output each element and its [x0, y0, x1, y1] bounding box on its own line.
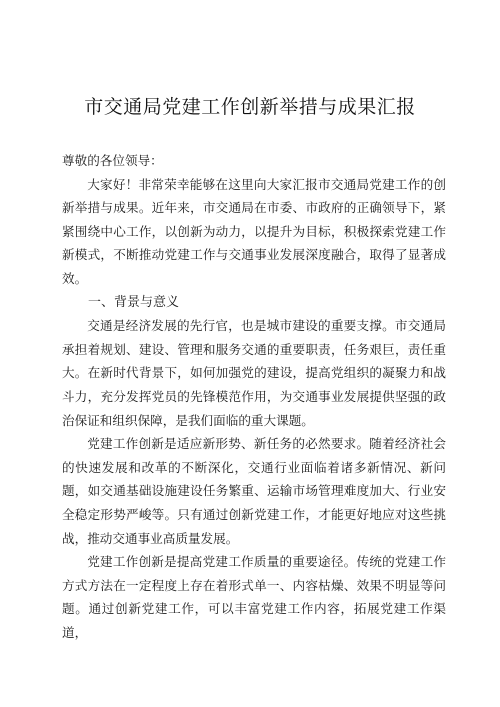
- document-body: [62, 149, 446, 644]
- paragraph-traffic-role: 交通是经济发展的先行官，也是城市建设的重要支撑。市交通局承担着规划、建设、管理和服务交通的重要职责，任务艰巨，责任重大。在新时代背景下，如何加强党的建设，提高党组织的凝聚力和战斗力，充分发挥党员的先锋模范作用，为交通事业发展提供坚强的政治保证和组织保障，是我们面临的重大课题。: [62, 318, 446, 428]
- document-title: 市交通局党建工作创新举措与成果汇报: [84, 96, 416, 118]
- intro-paragraph: 大家好！非常荣幸能够在这里向大家汇报市交通局党建工作的创新举措与成果。近年来，市交通局在市委、市政府的正确领导下，紧紧围绕中心工作，以创新为动力，以提升为目标，积极探索党建工作新模式，不断推动党建工作与交通事业发展深度融合，取得了显著成效。: [62, 176, 446, 286]
- section-heading-background: 一、背景与意义: [88, 294, 180, 310]
- salutation: 尊敬的各位领导：: [62, 153, 163, 168]
- paragraph-innovation-necessity: 党建工作创新是适应新形势、新任务的必然要求。随着经济社会的快速发展和改革的不断深化，交通行业面临着诸多新情况、新问题，如交通基础设施建设任务繁重、运输市场管理难度加大、行业安全稳定形势严峻等。只有通过创新党建工作，才能更好地应对这些挑战，推动交通事业高质量发展。: [62, 436, 446, 546]
- paragraph-innovation-quality: 党建工作创新是提高党建工作质量的重要途径。传统的党建工作方式方法在一定程度上存在着形式单一、内容枯燥、效果不明显等问题。通过创新党建工作，可以丰富党建工作内容，拓展党建工作渠道，: [62, 554, 446, 640]
